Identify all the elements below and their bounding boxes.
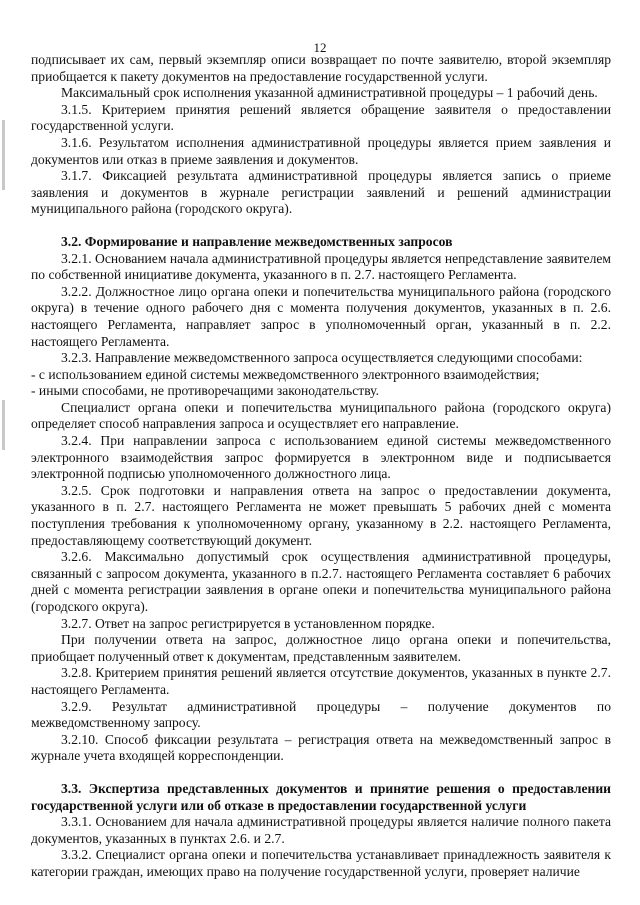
paragraph: 3.2.3. Направление межведомственного запроса осуществляется следующими способами: xyxy=(61,350,583,366)
document-body xyxy=(31,52,611,881)
paragraph: 3.2.4. При направлении запроса с использованием единой системы межведомственного электронного взаимодействия запрос формируется в электронном виде и подписывается электронной подписью уполномоченного должностного лица. xyxy=(31,433,611,482)
paragraph: 3.2.2. Должностное лицо органа опеки и попечительства муниципального района (городского округа) в течение одного рабочего дня с момента получения документов, указанных в п. 2.6. настоящего Регламента, направляет запрос в уполномоченный орган, указанный в п. 2.2. настоящего Регламента. xyxy=(31,283,611,349)
list-item: - иными способами, не противоречащими законодательству. xyxy=(31,383,380,399)
paragraph: Максимальный срок исполнения указанной административной процедуры – 1 рабочий день. xyxy=(61,85,598,101)
paragraph: 3.2.6. Максимально допустимый срок осуществления административной процедуры, связанный с запросом документа, указанного в п.2.7. настоящего Регламента составляет 6 рабочих дней с момента регистрации заявления в органе опеки и попечительства муниципального района (городского округа). xyxy=(31,549,611,614)
paragraph: 3.3.2. Специалист органа опеки и попечительства устанавливает принадлежность заявителя к категории граждан, имеющих право на получение государственной услуги, проверяет наличие xyxy=(31,847,611,879)
paragraph: 3.3.1. Основанием для начала административной процедуры является наличие полного пакета документов, указанных в пунктах 2.6. и 2.7. xyxy=(31,814,611,846)
scan-artifact xyxy=(2,400,5,450)
page-number: 12 xyxy=(313,40,327,55)
paragraph: 3.2.7. Ответ на запрос регистрируется в установленном порядке. xyxy=(61,615,435,631)
paragraph: Специалист органа опеки и попечительства муниципального района (городского округа) определяет способ направления запроса и осуществляет его направление. xyxy=(31,399,611,432)
paragraph: При получении ответа на запрос, должностное лицо органа опеки и попечительства, приобщает полученный ответ к документам, представленным заявителем. xyxy=(31,632,611,664)
paragraph: 3.2.8. Критерием принятия решений является отсутствие документов, указанных в пункте 2.7. настоящего Регламента. xyxy=(31,665,611,697)
paragraph: 3.2.9. Результат административной процедуры – получение документов по межведомственному запросу. xyxy=(31,698,611,731)
paragraph: подписывает их сам, первый экземпляр описи возвращает по почте заявителю, второй экземпляр приобщается к пакету документов на предоставление государственной услуги. xyxy=(31,52,611,84)
paragraph: 3.2.5. Срок подготовки и направления ответа на запрос о предоставлении документа, указанного в п. 2.7. настоящего Регламента не может превышать 5 рабочих дней с момента поступления требования к уполномоченному органу, указанному в 2.2. настоящего Регламента, предоставляющему соответствующий документ. xyxy=(31,482,611,548)
paragraph: 3.1.5. Критерием принятия решений является обращение заявителя о предоставлении государственной услуги. xyxy=(31,101,611,134)
paragraph: 3.2.10. Способ фиксации результата – регистрация ответа на межведомственный запрос в журнале учета входящей корреспонденции. xyxy=(31,731,611,764)
section-heading: 3.3. Экспертиза представленных документов и принятие решения о предоставлении государственной услуги или об отказе в предоставлении государственной услуги xyxy=(31,780,611,813)
section-heading: 3.2. Формирование и направление межведомственных запросов xyxy=(61,233,453,249)
paragraph: 3.1.7. Фиксацией результата административной процедуры является запись о приеме заявления и документов в журнале регистрации заявлений и решений администрации муниципального района (городского округа). xyxy=(31,168,611,217)
scan-artifact xyxy=(2,120,5,190)
paragraph: 3.1.6. Результатом исполнения административной процедуры является прием заявления и документов или отказ в приеме заявления и документов. xyxy=(31,134,611,167)
paragraph: 3.2.1. Основанием начала административной процедуры является непредставление заявителем по собственной инициативе документа, указанного в п. 2.7. настоящего Регламента. xyxy=(31,250,611,283)
list-item: - с использованием единой системы межведомственного электронного взаимодействия; xyxy=(31,366,540,382)
